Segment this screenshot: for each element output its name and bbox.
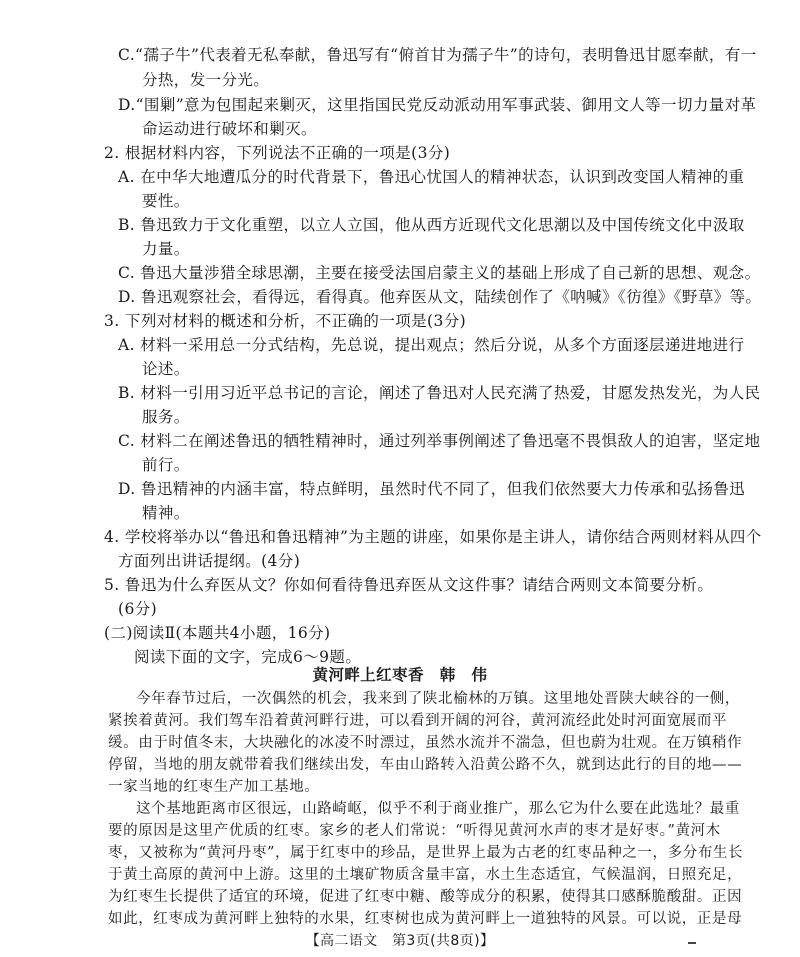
q1-option-d-line2: 命运动进行破坏和剿灭。 — [142, 120, 317, 138]
q1-option-c-line1: C.“孺子牛”代表着无私奉献，鲁迅写有“俯首甘为孺子牛”的诗句，表明鲁迅甘愿奉献，有一 — [118, 46, 757, 64]
page-footer: 【高二语文 第3页(共8页)】 — [305, 933, 495, 949]
article-line: 为红枣生长提供了适宜的环境，促进了红枣中糖、酸等成分的积累，使得其口感酥脆酸甜。正因 — [108, 889, 743, 905]
q3-option-a-line1: A. 材料一采用总一分式结构，先总说，提出观点；然后分说，从多个方面逐层递进地进行 — [118, 336, 745, 354]
article-line: 枣，又被称为“黄河丹枣”，属于红枣中的珍品，是世界上最为古老的红枣品种之一，多分布生长 — [108, 845, 744, 861]
q3-option-d-line2: 精神。 — [142, 504, 190, 522]
article-line: 这个基地距离市区很远，山路崎岖，似乎不利于商业推广，那么它为什么要在此选址？最重 — [136, 801, 740, 817]
q3-option-b-line1: B. 材料一引用习近平总书记的言论，阐述了鲁迅对人民充满了热爱，甘愿发热发光，为人民 — [118, 384, 761, 402]
article-line: 如此，红枣成为黄河畔上独特的水果，红枣树也成为黄河畔上一道独特的风景。可以说，正是母 — [108, 911, 743, 927]
q2-option-a-line2: 要性。 — [142, 192, 190, 210]
q3-option-c-line2: 前行。 — [142, 456, 190, 474]
q2-option-b-line1: B. 鲁迅致力于文化重塑，以立人立国，他从西方近现代文化思潮以及中国传统文化中汲取 — [118, 216, 745, 234]
q3-option-a-line2: 论述。 — [142, 360, 190, 378]
article-title: 黄河畔上红枣香 韩 伟 — [312, 666, 488, 684]
article-line: 停留，当地的朋友就带着我们继续出发，车由山路转入沿黄公路不久，就到达此行的目的地—— — [108, 757, 743, 773]
q2-option-d: D. 鲁迅观察社会，看得远，看得真。他弃医从文，陆续创作了《呐喊》《彷徨》《野草》等。 — [118, 288, 762, 306]
article-line: 一家当地的红枣生产加工基地。 — [108, 779, 320, 795]
article-line: 要的原因是这里产优质的红枣。家乡的老人们常说：“听得见黄河水声的枣才是好枣。”黄河木 — [108, 823, 721, 839]
q1-option-c-line2: 分热，发一分光。 — [142, 71, 270, 89]
article-line: 缓。由于时值冬末，大块融化的冰凌不时漂过，虽然水流并不湍急，但也蔚为壮观。在万镇稍作 — [108, 735, 743, 751]
q3-option-c-line1: C. 材料二在阐述鲁迅的牺牲精神时，通过列举事例阐述了鲁迅毫不畏惧敌人的迫害，坚定地 — [118, 432, 761, 450]
section-heading: (二)阅读Ⅱ(本题共4小题，16分) — [104, 624, 331, 642]
q3-option-d-line1: D. 鲁迅精神的内涵丰富，特点鲜明，虽然时代不同了，但我们依然要大力传承和弘扬鲁迅 — [118, 480, 746, 498]
section-instruction: 阅读下面的文字，完成6～9题。 — [134, 648, 362, 666]
q2-option-b-line2: 力量。 — [142, 240, 190, 258]
q1-option-d-line1: D.“围剿”意为包围起来剿灭，这里指国民党反动派动用军事武装、御用文人等一切力量对革 — [118, 96, 757, 114]
article-line: 今年春节过后，一次偶然的机会，我来到了陕北榆林的万镇。这里地处晋陕大峡谷的一侧， — [136, 691, 740, 707]
q4-line1: 4. 学校将举办以“鲁迅和鲁迅精神”为主题的讲座，如果你是主讲人，请你结合两则材料从四个 — [104, 528, 762, 546]
q2-option-a-line1: A. 在中华大地遭瓜分的时代背景下，鲁迅心忧国人的精神状态，认识到改变国人精神的重 — [118, 168, 745, 186]
q3-stem: 3. 下列对材料的概述和分析，不正确的一项是(3分) — [104, 312, 467, 330]
page-mark — [688, 942, 696, 944]
q2-option-c: C. 鲁迅大量涉猎全球思潮，主要在接受法国启蒙主义的基础上形成了自己新的思想、观念。 — [118, 264, 761, 282]
q2-stem: 2. 根据材料内容，下列说法不正确的一项是(3分) — [104, 144, 451, 162]
q3-option-b-line2: 服务。 — [142, 408, 190, 426]
q4-line2: 方面列出讲话提纲。(4分) — [118, 552, 301, 570]
q5-line1: 5. 鲁迅为什么弃医从文？你如何看待鲁迅弃医从文这件事？请结合两则文本简要分析。 — [104, 576, 714, 594]
article-line: 紧挨着黄河。我们驾车沿着黄河畔行进，可以看到开阔的河谷，黄河流经此处时河面宽展而平 — [108, 713, 728, 729]
q5-line2: (6分) — [118, 600, 158, 618]
article-line: 于黄土高原的黄河中上游。这里的土壤矿物质含量丰富，水土生态适宜，气候温润，日照充足， — [108, 867, 743, 883]
